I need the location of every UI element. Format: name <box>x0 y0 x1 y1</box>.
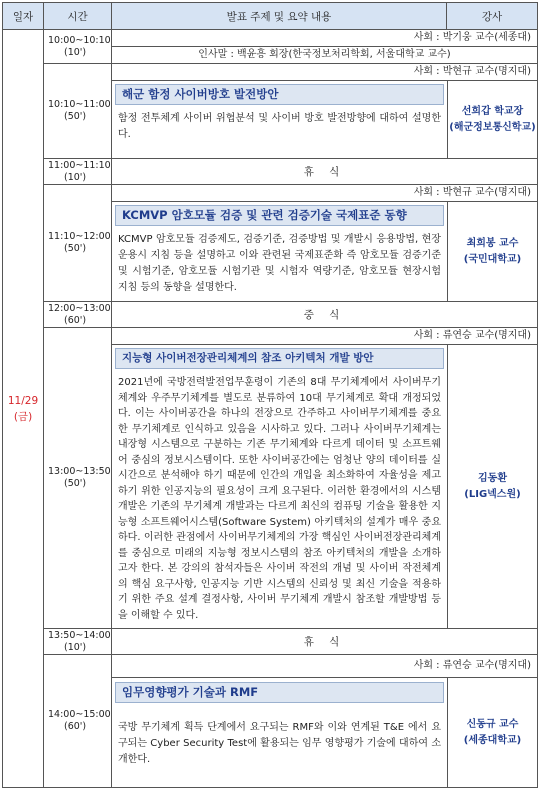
session4-time: 14:00~15:00 <box>48 709 111 720</box>
opening-duration: (10') <box>64 46 87 58</box>
session3-speaker-name: 김동환 <box>478 472 507 484</box>
opening-greeting: 인사말 : 백윤흥 회장(한국정보처리학회, 서울대학교 교수) <box>198 49 451 60</box>
break2-label: 휴 식 <box>112 629 538 655</box>
session3-desc: 2021년에 국방전력발전업무훈령이 기존의 8대 무기체계에서 사이버무기체계와 우주무기체계를 별도로 분류하여 10대 무기체계로 확대 개정되었다. 이는 사이버공간을 하나의 전장으로 간주하고 사이버무기체계를 중요한 무기체계로 인식하고 있음을 시사하고 있다. 그러나 사이버무기체계는 내장형 시스템으로 구분하는 기존 무기체계와 다르게 데이터 및 소프트웨어 중심의 정보시스템이다. 또한 사이버공간에는 엄청난 양의 데이터를 실시간으로 분석해야 하기 때문에 인간의 개입을 최소화하여 자율성을 제고하기 위한 인공지능의 필요성이 크게 요구된다. 이러한 환경에서의 시스템 개발은 기존의 무기체계 개발과는 다르게 최신의 컴퓨팅 기술을 활용한 지능형 소프트웨어시스템(Software System) 아키텍처의 설계가 매우 중요하다. 이러한 관점에서 사이버무기체계의 가장 핵심인 사이버전장관리체계를 중심으로 미래의 지능형 정보시스템의 참조 아키텍처의 개발을 소개하고자 한다. 본 강의의 참석자들은 사이버 작전의 개념 및 사이버 작전체계의 핵심 요구사항, 인공지능 기반 시스템의 신뢰성 및 최신 기술을 적용하기 위한 주요 설계 결정사항, 사이버 무기체계 개발시 참조할 개발방법 등을 이해할 수 있다. <box>118 377 441 621</box>
session2-duration: (50') <box>64 243 87 254</box>
session3-speaker-org: (LIG넥스원) <box>464 488 521 500</box>
opening-content <box>112 30 538 64</box>
header-topic: 발표 주제 및 요약 내용 <box>112 3 447 30</box>
lunch-time-cell <box>44 302 112 328</box>
session2-content <box>112 185 538 302</box>
opening-time-cell <box>44 30 112 64</box>
date-day: 11/29 <box>7 394 39 407</box>
session3-time: 13:00~13:50 <box>48 466 111 477</box>
schedule-table <box>2 2 538 788</box>
break2-row <box>3 629 538 655</box>
header-time: 시간 <box>44 3 112 30</box>
session2-time: 11:10~12:00 <box>48 231 111 242</box>
session4-title: 임무영향평가 기술과 RMF <box>115 682 444 703</box>
break2-time: 13:50~14:00 <box>48 629 111 641</box>
session2-speaker-org: (국민대학교) <box>463 253 522 265</box>
lunch-row <box>3 302 538 328</box>
date-weekday: (금) <box>13 410 33 423</box>
session1-time: 10:10~11:00 <box>48 99 111 110</box>
session4-speaker-name: 신동규 교수 <box>466 718 519 730</box>
session2-time-cell <box>44 185 112 302</box>
session4-chair: 사회 : 류연승 교수(명지대) <box>112 655 537 678</box>
date-cell <box>3 30 44 788</box>
header-speaker: 강사 <box>447 3 538 30</box>
lunch-time: 12:00~13:00 <box>48 302 111 314</box>
session3-time-cell <box>44 328 112 629</box>
session4-duration: (60') <box>64 721 87 732</box>
session4-content <box>112 655 538 788</box>
session3-content <box>112 328 538 629</box>
session1-chair: 사회 : 박현규 교수(명지대) <box>112 64 537 81</box>
break1-time: 11:00~11:10 <box>48 159 111 171</box>
header-date: 일자 <box>3 3 44 30</box>
session3-title: 지능형 사이버전장관리체계의 참조 아키텍처 개발 방안 <box>115 348 444 369</box>
session1-desc: 함정 전투체계 사이버 위협분석 및 사이버 방호 발전방향에 대하여 설명한다. <box>118 113 441 140</box>
break2-duration: (10') <box>64 641 87 653</box>
session1-content <box>112 64 538 159</box>
break2-time-cell <box>44 629 112 655</box>
session3-duration: (50') <box>64 478 87 489</box>
session4-desc: 국방 무기체계 획득 단계에서 요구되는 RMF와 이와 연계된 T&E 에서 요구되는 Cyber Security Test에 활용되는 임무 영향평가 기술에 대하여 소개한다. <box>118 722 441 765</box>
opening-row <box>3 30 538 64</box>
session1-speaker-name: 선희갑 학교장 <box>461 105 524 117</box>
session3-row <box>3 328 538 629</box>
break1-duration: (10') <box>64 171 87 183</box>
session4-speaker-org: (세종대학교) <box>463 734 522 746</box>
session4-row <box>3 655 538 788</box>
break1-time-cell <box>44 159 112 185</box>
session3-chair: 사회 : 류연승 교수(명지대) <box>112 328 537 345</box>
break1-label: 휴 식 <box>112 159 538 185</box>
session2-row <box>3 185 538 302</box>
lunch-label: 중 식 <box>112 302 538 328</box>
break1-row <box>3 159 538 185</box>
opening-chair: 사회 : 박기웅 교수(세종대) <box>112 30 537 47</box>
session4-time-cell <box>44 655 112 788</box>
session2-desc: KCMVP 암호모듈 검증제도, 검증기준, 검증방법 및 개발시 응용방법, 현장 운용시 지침 등을 설명하고 이와 관련된 국제표준화 즉 암호모듈 검증기준 및 시험기준, 암호모듈 시험기관 및 시험자 역량기준, 암호모듈 현장시험 지침 등의 동향을 설명한다. <box>118 234 441 293</box>
session2-speaker-name: 최희봉 교수 <box>466 237 519 249</box>
session2-title: KCMVP 암호모듈 검증 및 관련 검증기술 국제표준 동향 <box>115 205 444 226</box>
header-row <box>3 3 538 30</box>
session2-chair: 사회 : 박현규 교수(명지대) <box>112 185 537 202</box>
session1-title: 해군 함정 사이버방호 발전방안 <box>115 84 444 105</box>
opening-time: 10:00~10:10 <box>48 34 111 46</box>
session1-speaker-org: (해군정보통신학교) <box>449 121 536 133</box>
session1-duration: (50') <box>64 111 87 122</box>
lunch-duration: (60') <box>64 314 87 326</box>
session1-row <box>3 64 538 159</box>
session1-time-cell <box>44 64 112 159</box>
